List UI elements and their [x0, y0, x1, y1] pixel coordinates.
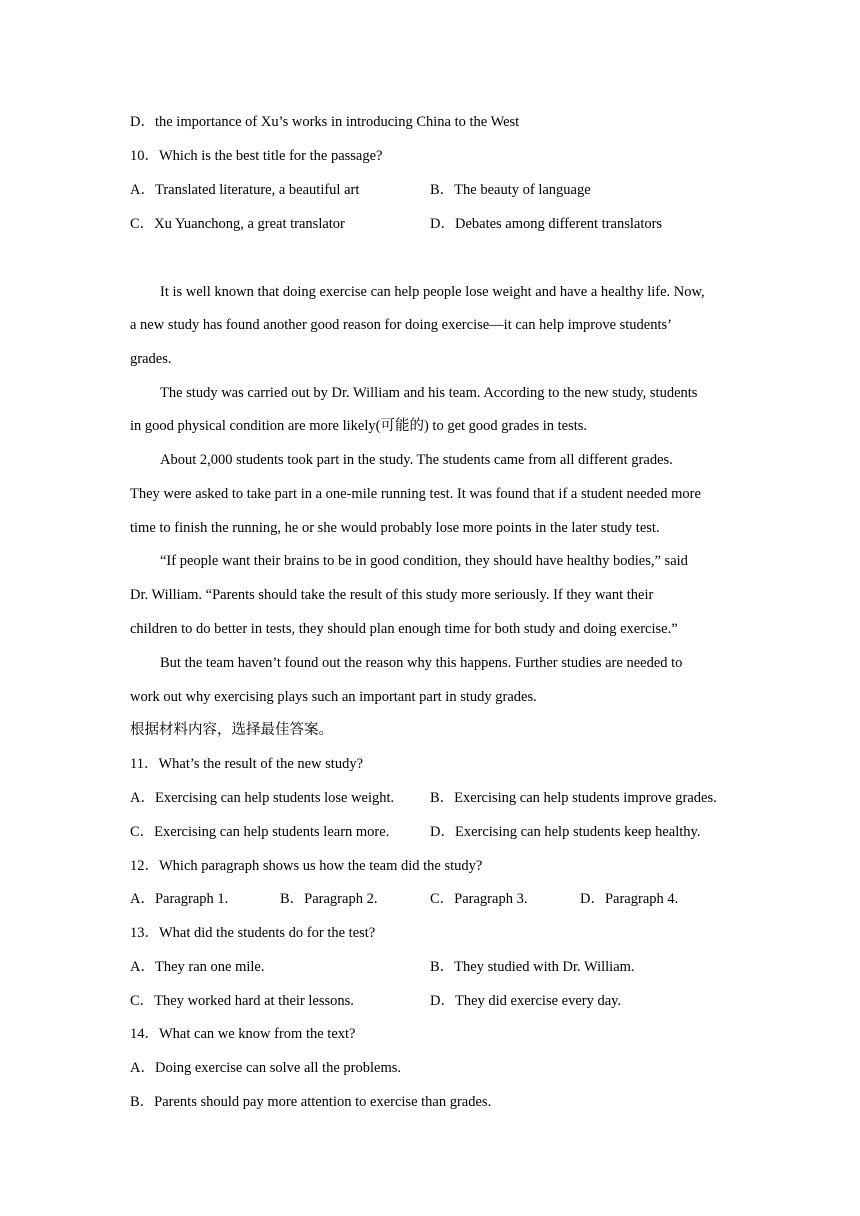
q10-option-b: B．The beauty of language	[430, 182, 591, 198]
q10-option-a: A．Translated literature, a beautiful art	[130, 182, 360, 198]
q11-option-b: B．Exercising can help students improve grades.	[430, 790, 717, 806]
q12-option-c: C．Paragraph 3.	[430, 891, 528, 907]
q14-option-b: B．Parents should pay more attention to exercise than grades.	[130, 1094, 492, 1110]
q12-option-b: B．Paragraph 2.	[280, 891, 378, 907]
q10-option-d: D．Debates among different translators	[430, 216, 663, 232]
q14-question: 14．What can we know from the text?	[130, 1026, 356, 1042]
q11-question: 11．What’s the result of the new study?	[130, 756, 364, 772]
q13-question: 13．What did the students do for the test?	[130, 925, 376, 941]
passage-paragraph-2-line-2: in good physical condition are more likely(可能的) to get good grades in tests.	[130, 418, 588, 434]
passage-paragraph-5-line-2: work out why exercising plays such an important part in study grades.	[130, 689, 537, 705]
q13-option-c: C．They worked hard at their lessons.	[130, 993, 354, 1009]
passage-paragraph-3-line-1: About 2,000 students took part in the study. The students came from all different grades.	[160, 452, 673, 468]
q10-question: 10．Which is the best title for the passage?	[130, 148, 383, 164]
q11-option-a: A．Exercising can help students lose weight.	[130, 790, 395, 806]
q13-option-a: A．They ran one mile.	[130, 959, 265, 975]
passage-paragraph-1-line-1: It is well known that doing exercise can help people lose weight and have a healthy life. Now,	[160, 284, 705, 300]
passage-paragraph-5-line-1: But the team haven’t found out the reason why this happens. Further studies are needed to	[160, 655, 683, 671]
q11-option-c: C．Exercising can help students learn more.	[130, 824, 390, 840]
passage-paragraph-3-line-2: They were asked to take part in a one-mile running test. It was found that if a student needed more	[130, 486, 701, 502]
q14-option-a: A．Doing exercise can solve all the problems.	[130, 1060, 401, 1076]
q11-option-d: D．Exercising can help students keep healthy.	[430, 824, 701, 840]
passage-paragraph-3-line-3: time to finish the running, he or she would probably lose more points in the later study test.	[130, 520, 660, 536]
q13-option-d: D．They did exercise every day.	[430, 993, 622, 1009]
q12-option-d: D．Paragraph 4.	[580, 891, 679, 907]
passage-paragraph-1-line-2: a new study has found another good reason for doing exercise—it can help improve students’	[130, 317, 672, 333]
passage-paragraph-4-line-3: children to do better in tests, they should plan enough time for both study and doing exercise.”	[130, 621, 678, 637]
passage-paragraph-4-line-1: “If people want their brains to be in good condition, they should have healthy bodies,” said	[160, 553, 688, 569]
passage-paragraph-1-line-3: grades.	[130, 351, 172, 367]
q9-option-d: D．the importance of Xu’s works in introducing China to the West	[130, 114, 520, 130]
passage-paragraph-4-line-2: Dr. William. “Parents should take the result of this study more seriously. If they want their	[130, 587, 654, 603]
q13-option-b: B．They studied with Dr. William.	[430, 959, 635, 975]
q12-option-a: A．Paragraph 1.	[130, 891, 229, 907]
q10-option-c: C．Xu Yuanchong, a great translator	[130, 216, 345, 232]
q12-question: 12．Which paragraph shows us how the team did the study?	[130, 858, 483, 874]
passage-paragraph-2-line-1: The study was carried out by Dr. William and his team. According to the new study, students	[160, 385, 698, 401]
instruction: 根据材料内容，选择最佳答案。	[130, 722, 333, 738]
